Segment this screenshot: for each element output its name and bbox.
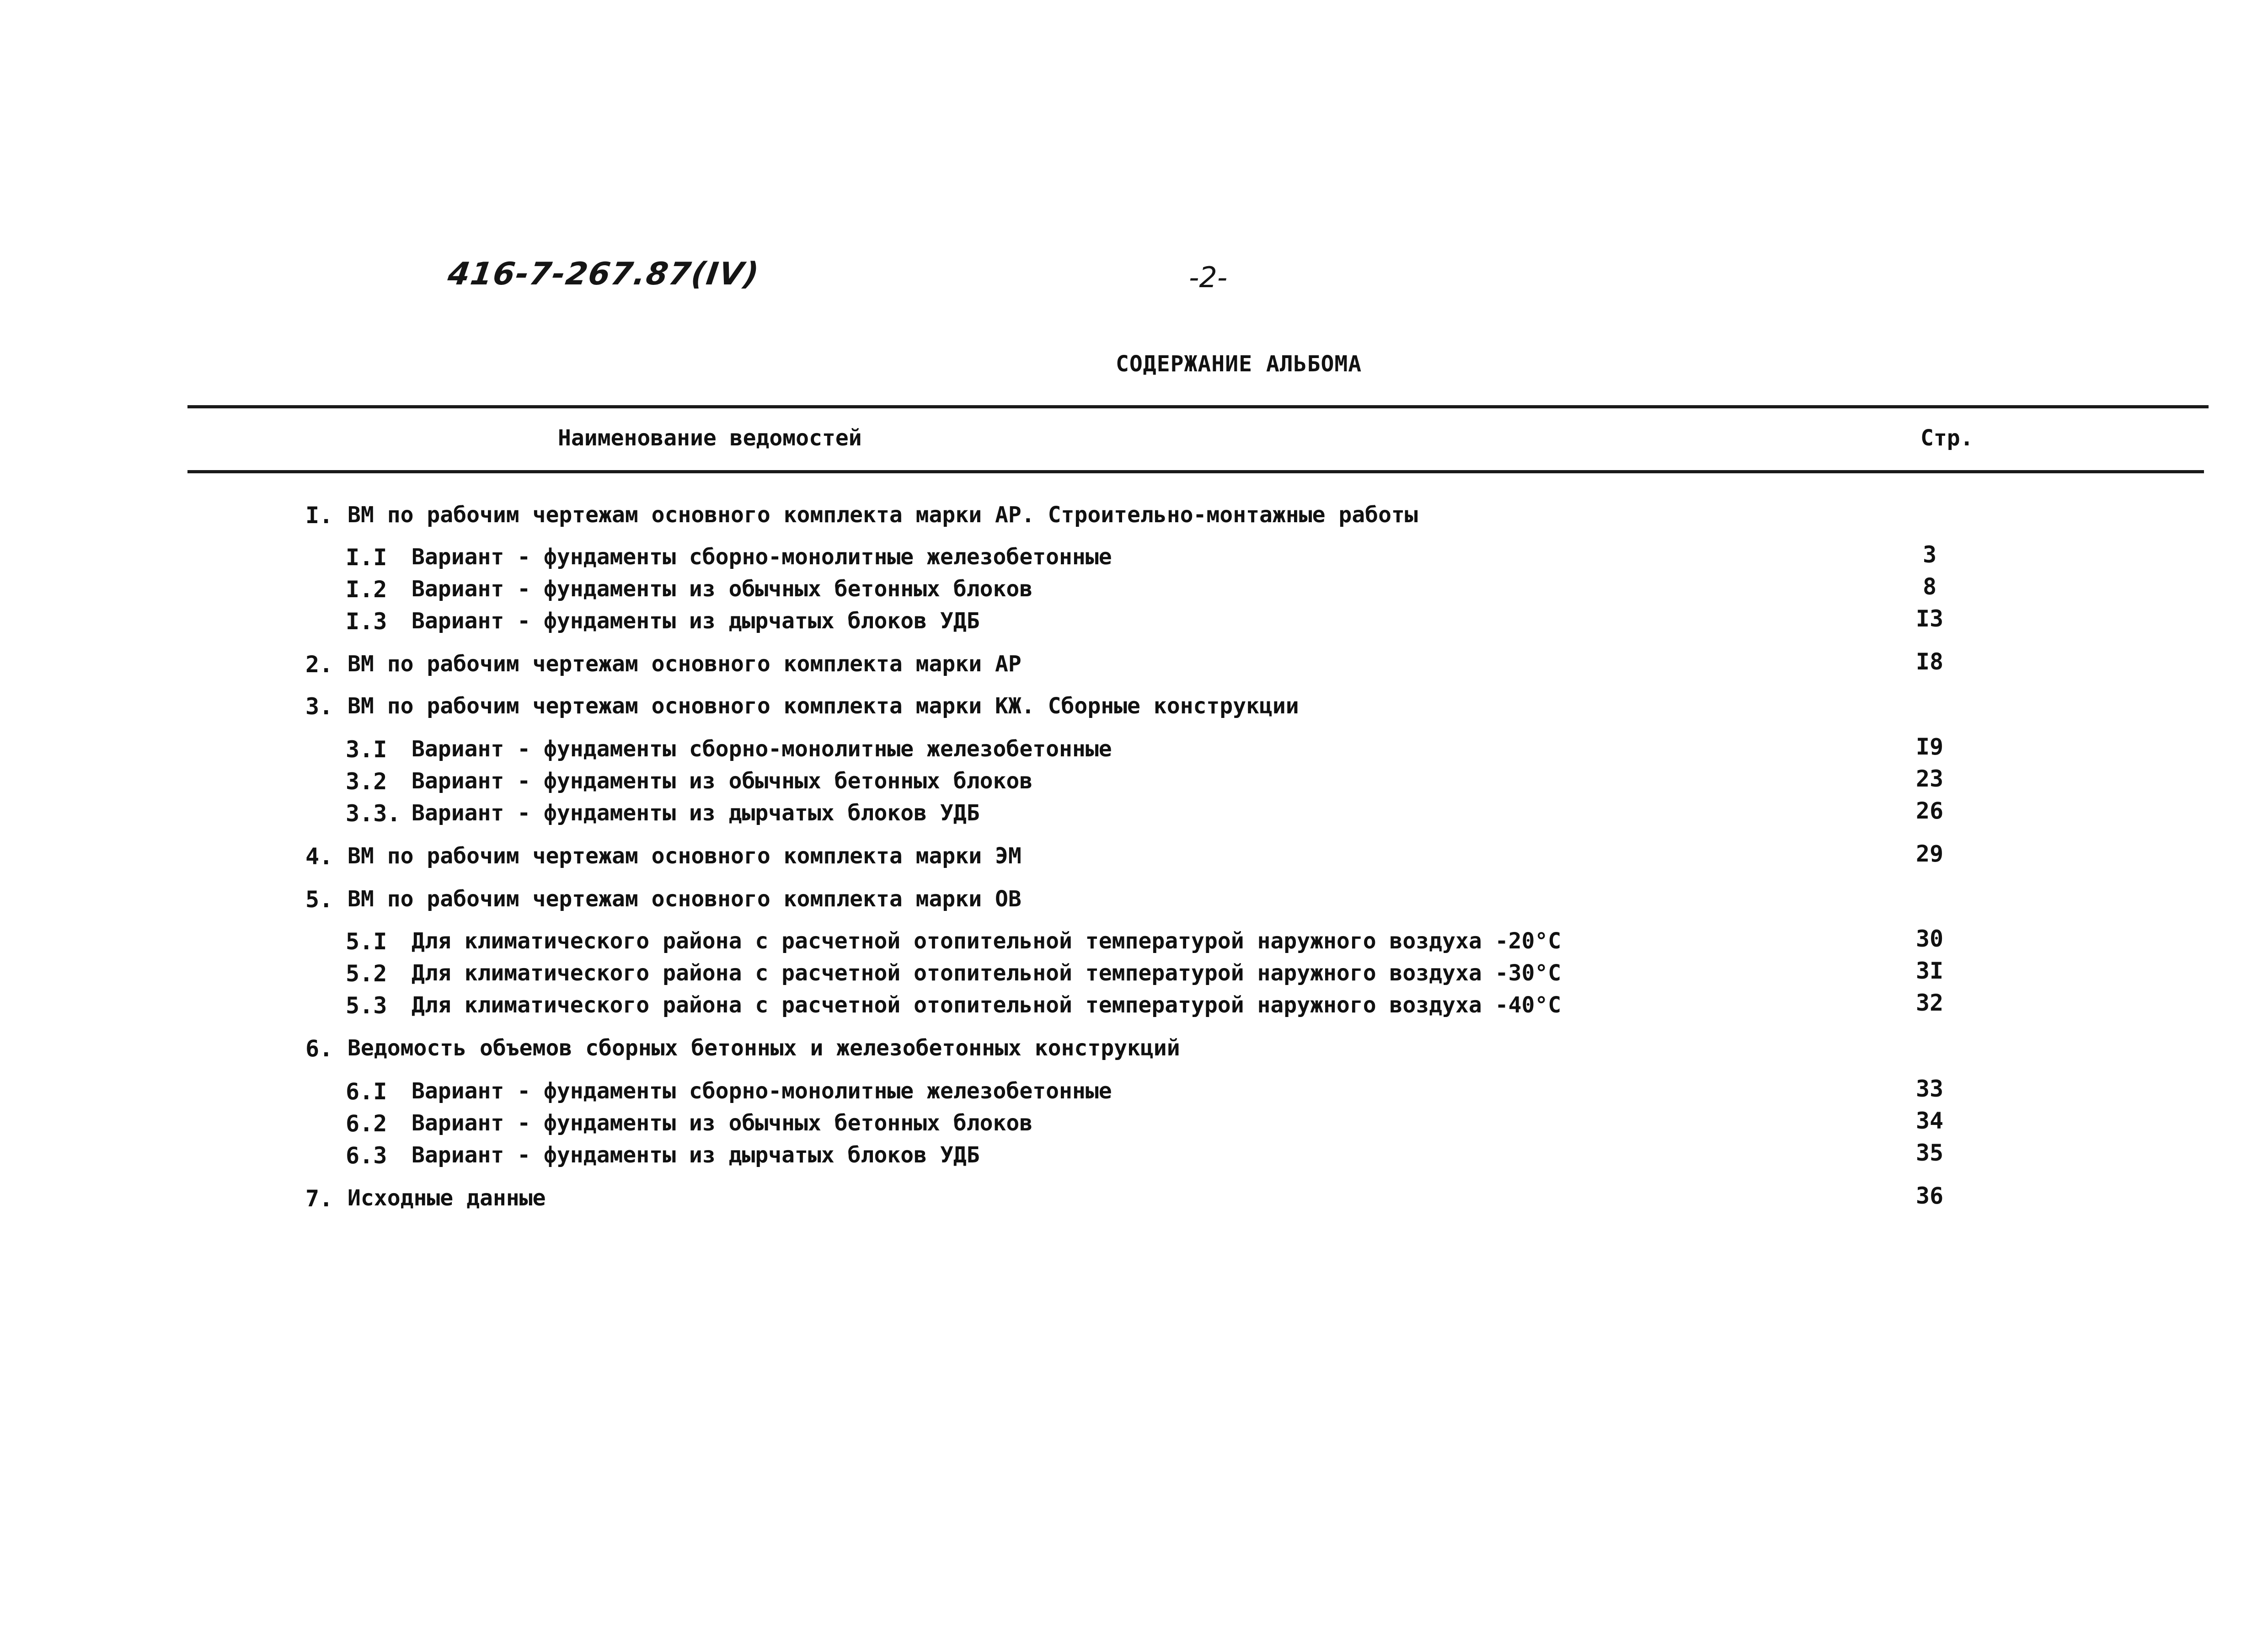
toc-number: 4.: [305, 843, 333, 870]
toc-section: [0, 1185, 2268, 1215]
toc-number: I.: [305, 502, 333, 529]
column-header-page: Стр.: [1920, 425, 2268, 1638]
page-number: -2-: [1189, 261, 1228, 294]
toc-section: [0, 648, 2268, 680]
toc-page: 29: [1915, 840, 1944, 867]
toc-label: Вариант - фундаменты из дырчатых блоков УДБ: [412, 608, 980, 634]
toc-section: [0, 840, 2268, 873]
toc-label: ВМ по рабочим чертежам основного комплекта марки ОВ: [348, 886, 1022, 912]
toc-number: 5.: [305, 886, 333, 913]
toc-number: I.I: [346, 544, 387, 571]
toc-label: Для климатического района с расчетной отопительной температурой наружного воздуха -30°С: [412, 960, 1562, 986]
toc-number: I.2: [346, 576, 387, 603]
toc-page: 33: [1915, 1076, 1944, 1102]
toc-section: [0, 693, 2268, 723]
column-header-name: Наименование ведомостей: [558, 425, 862, 451]
toc-label: Вариант - фундаменты из дырчатых блоков УДБ: [412, 1142, 980, 1168]
toc-subsection: [0, 573, 2268, 605]
toc-page: 8: [1922, 573, 1937, 600]
toc-number: 5.I: [346, 928, 387, 955]
toc-page: 36: [1915, 1183, 1944, 1209]
toc-label: ВМ по рабочим чертежам основного комплекта марки АР. Строительно-монтажные работы: [348, 502, 1418, 528]
toc-subsection: [0, 1110, 2268, 1140]
toc-label: Ведомость объемов сборных бетонных и железобетонных конструкций: [348, 1035, 1180, 1061]
toc-number: 3.2: [346, 768, 387, 795]
toc-number: 5.3: [346, 992, 387, 1019]
toc-label: Вариант - фундаменты из обычных бетонных блоков: [412, 1110, 1033, 1136]
toc-page: 3: [1922, 541, 1937, 568]
toc-number: I.3: [346, 608, 387, 635]
toc-subsection: [0, 733, 2268, 765]
toc-subsection: [0, 605, 2268, 637]
toc-label: Вариант - фундаменты сборно-монолитные железобетонные: [412, 736, 1112, 762]
toc-number: 3.I: [346, 736, 387, 763]
toc-page: 34: [1915, 1108, 1944, 1134]
toc-label: Для климатического района с расчетной отопительной температурой наружного воздуха -20°С: [412, 928, 1562, 954]
toc-page: 35: [1915, 1140, 1944, 1166]
toc-subsection: [0, 800, 2268, 830]
toc-section: [0, 1035, 2268, 1065]
toc-page: I8: [1915, 648, 1944, 675]
toc-subsection: [0, 928, 2268, 958]
toc-label: Вариант - фундаменты из обычных бетонных блоков: [412, 576, 1033, 602]
toc-page: 32: [1915, 990, 1944, 1016]
toc-label: ВМ по рабочим чертежам основного комплекта марки ЭМ: [348, 843, 1022, 869]
toc-page: I3: [1915, 605, 1944, 632]
toc-subsection: [0, 1142, 2268, 1172]
toc-label: Вариант - фундаменты из обычных бетонных блоков: [412, 768, 1033, 794]
toc-subsection: [0, 765, 2268, 798]
document-code: 416-7-267.87(IV): [445, 256, 762, 292]
toc-page: 26: [1915, 798, 1944, 824]
toc-number: 2.: [305, 651, 333, 678]
toc-number: 6.I: [346, 1078, 387, 1105]
toc-page: 23: [1915, 765, 1944, 792]
toc-subsection: [0, 960, 2268, 990]
toc-page: 3I: [1915, 958, 1944, 984]
toc-label: Для климатического района с расчетной отопительной температурой наружного воздуха -40°С: [412, 992, 1562, 1018]
album-title: СОДЕРЖАНИЕ АЛЬБОМА: [1116, 351, 1362, 377]
toc-label: Исходные данные: [348, 1185, 546, 1211]
toc-number: 6.: [305, 1035, 333, 1062]
toc-section: [0, 886, 2268, 915]
toc-page: I9: [1915, 733, 1944, 760]
toc-subsection: [0, 541, 2268, 573]
toc-label: ВМ по рабочим чертежам основного комплекта марки КЖ. Сборные конструкции: [348, 693, 1299, 719]
toc-page: 30: [1915, 926, 1944, 952]
toc-number: 6.2: [346, 1110, 387, 1137]
toc-number: 5.2: [346, 960, 387, 987]
toc-subsection: [0, 992, 2268, 1022]
toc-number: 3.3.: [346, 800, 401, 827]
toc-label: Вариант - фундаменты сборно-монолитные железобетонные: [412, 544, 1112, 570]
toc-number: 7.: [305, 1185, 333, 1212]
toc-subsection: [0, 1078, 2268, 1108]
toc-label: Вариант - фундаменты сборно-монолитные железобетонные: [412, 1078, 1112, 1104]
toc-section: [0, 502, 2268, 531]
toc-number: 6.3: [346, 1142, 387, 1169]
toc-label: Вариант - фундаменты из дырчатых блоков УДБ: [412, 800, 980, 826]
toc-number: 3.: [305, 693, 333, 720]
toc-label: ВМ по рабочим чертежам основного комплекта марки АР: [348, 651, 1022, 677]
